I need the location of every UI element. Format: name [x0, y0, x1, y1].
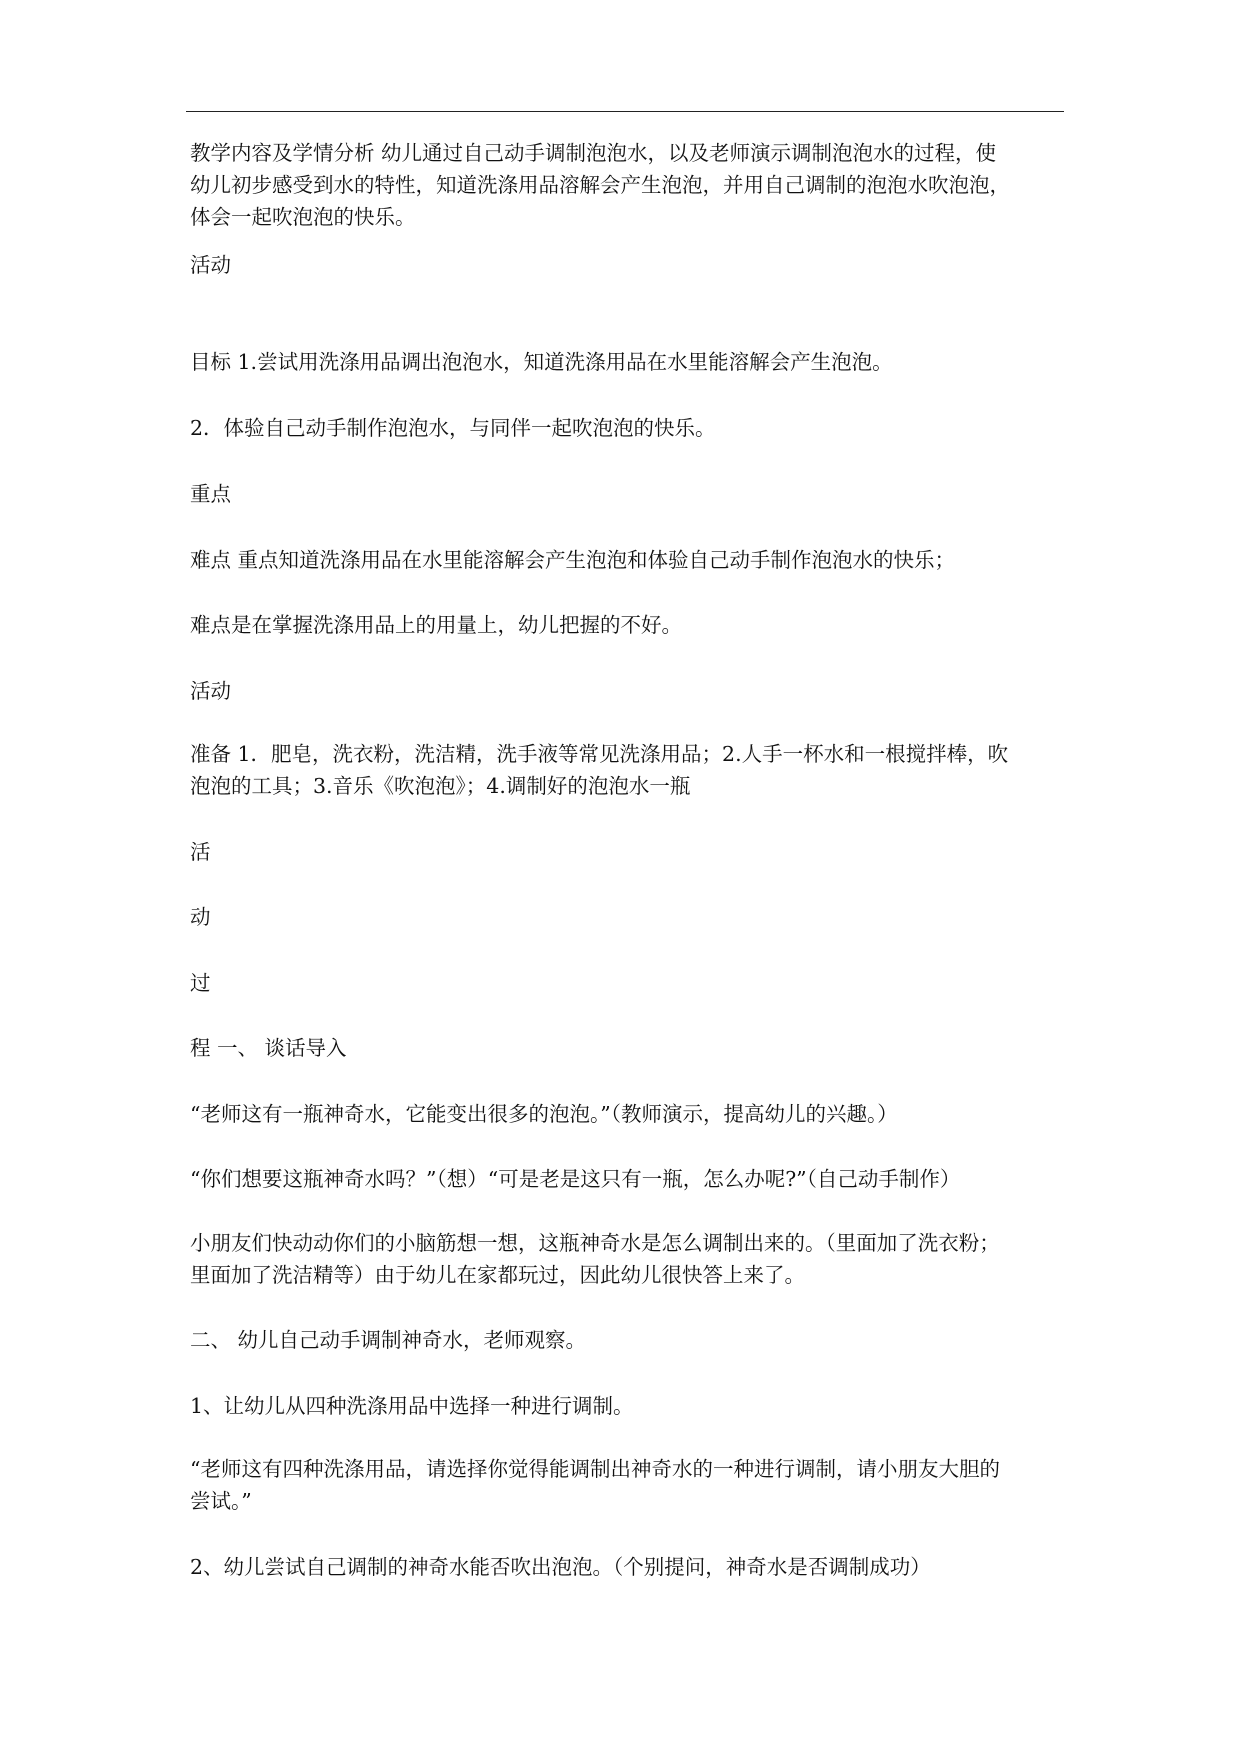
paragraph-vertical-char-3	[190, 967, 1060, 999]
text-line: 活动	[190, 679, 231, 703]
text-line: 里面加了洗洁精等）由于幼儿在家都玩过，因此幼儿很快答上来了。	[190, 1263, 805, 1287]
text-line: “你们想要这瓶神奇水吗？”（想）“可是老是这只有一瓶，怎么办呢?”（自己动手制作）	[190, 1167, 961, 1191]
paragraph-teacher-quote-2	[190, 1163, 1060, 1195]
text-line: 二、 幼儿自己动手调制神奇水，老师观察。	[190, 1328, 587, 1352]
paragraph-vertical-char-2	[190, 901, 1060, 933]
text-line: 泡泡的工具；3.音乐《吹泡泡》；4.调制好的泡泡水一瓶	[190, 774, 691, 798]
text-line: 小朋友们快动动你们的小脑筋想一想，这瓶神奇水是怎么调制出来的。（里面加了洗衣粉；	[190, 1231, 1000, 1255]
header-rule	[186, 111, 1064, 112]
paragraph-key-point-label	[190, 478, 1060, 510]
text-line: 1、让幼儿从四种洗涤用品中选择一种进行调制。	[190, 1394, 634, 1418]
paragraph-activity-label-2	[190, 675, 1060, 707]
text-line: 难点 重点知道洗涤用品在水里能溶解会产生泡泡和体验自己动手制作泡泡水的快乐；	[190, 548, 956, 572]
text-line: 教学内容及学情分析 幼儿通过自己动手调制泡泡水，以及老师演示调制泡泡水的过程，使	[190, 141, 997, 165]
paragraph-teacher-quote-3	[190, 1453, 1060, 1517]
text-line: 体会一起吹泡泡的快乐。	[190, 205, 416, 229]
paragraph-difficulty	[190, 609, 1060, 641]
paragraph-teacher-quote-1	[190, 1098, 1060, 1130]
text-line: 尝试。”	[190, 1489, 252, 1513]
paragraph-substep-1	[190, 1390, 1060, 1422]
text-line: 活动	[190, 253, 231, 277]
text-line: 准备 1．肥皂，洗衣粉，洗洁精，洗手液等常见洗涤用品；2.人手一杯水和一根搅拌棒，吹	[190, 742, 1009, 766]
text-line: 活	[190, 840, 211, 864]
paragraph-substep-2	[190, 1551, 1060, 1583]
text-line: “老师这有一瓶神奇水，它能变出很多的泡泡。”（教师演示，提高幼儿的兴趣。）	[190, 1102, 898, 1126]
paragraph-key-difficulty	[190, 544, 1060, 576]
text-line: 过	[190, 971, 211, 995]
paragraph-preparation	[190, 738, 1060, 802]
paragraph-think	[190, 1227, 1060, 1291]
text-line: 2．体验自己动手制作泡泡水，与同伴一起吹泡泡的快乐。	[190, 416, 716, 440]
text-line: 重点	[190, 482, 231, 506]
paragraph-process-step-2	[190, 1324, 1060, 1356]
paragraph-content-analysis	[190, 137, 1060, 233]
paragraph-vertical-char-1	[190, 836, 1060, 868]
text-line: 目标 1.尝试用洗涤用品调出泡泡水，知道洗涤用品在水里能溶解会产生泡泡。	[190, 350, 893, 374]
paragraph-activity-label	[190, 249, 1060, 281]
paragraph-goal-2	[190, 412, 1060, 444]
text-line: 2、幼儿尝试自己调制的神奇水能否吹出泡泡。（个别提问，神奇水是否调制成功）	[190, 1555, 931, 1579]
text-line: 难点是在掌握洗涤用品上的用量上，幼儿把握的不好。	[190, 613, 682, 637]
text-line: “老师这有四种洗涤用品，请选择你觉得能调制出神奇水的一种进行调制，请小朋友大胆的	[190, 1457, 1000, 1481]
text-line: 程 一、 谈话导入	[190, 1036, 347, 1060]
text-line: 动	[190, 905, 211, 929]
paragraph-goal-1	[190, 346, 1060, 378]
text-line: 幼儿初步感受到水的特性，知道洗涤用品溶解会产生泡泡，并用自己调制的泡泡水吹泡泡，	[190, 173, 1010, 197]
paragraph-process-step-1	[190, 1032, 1060, 1064]
